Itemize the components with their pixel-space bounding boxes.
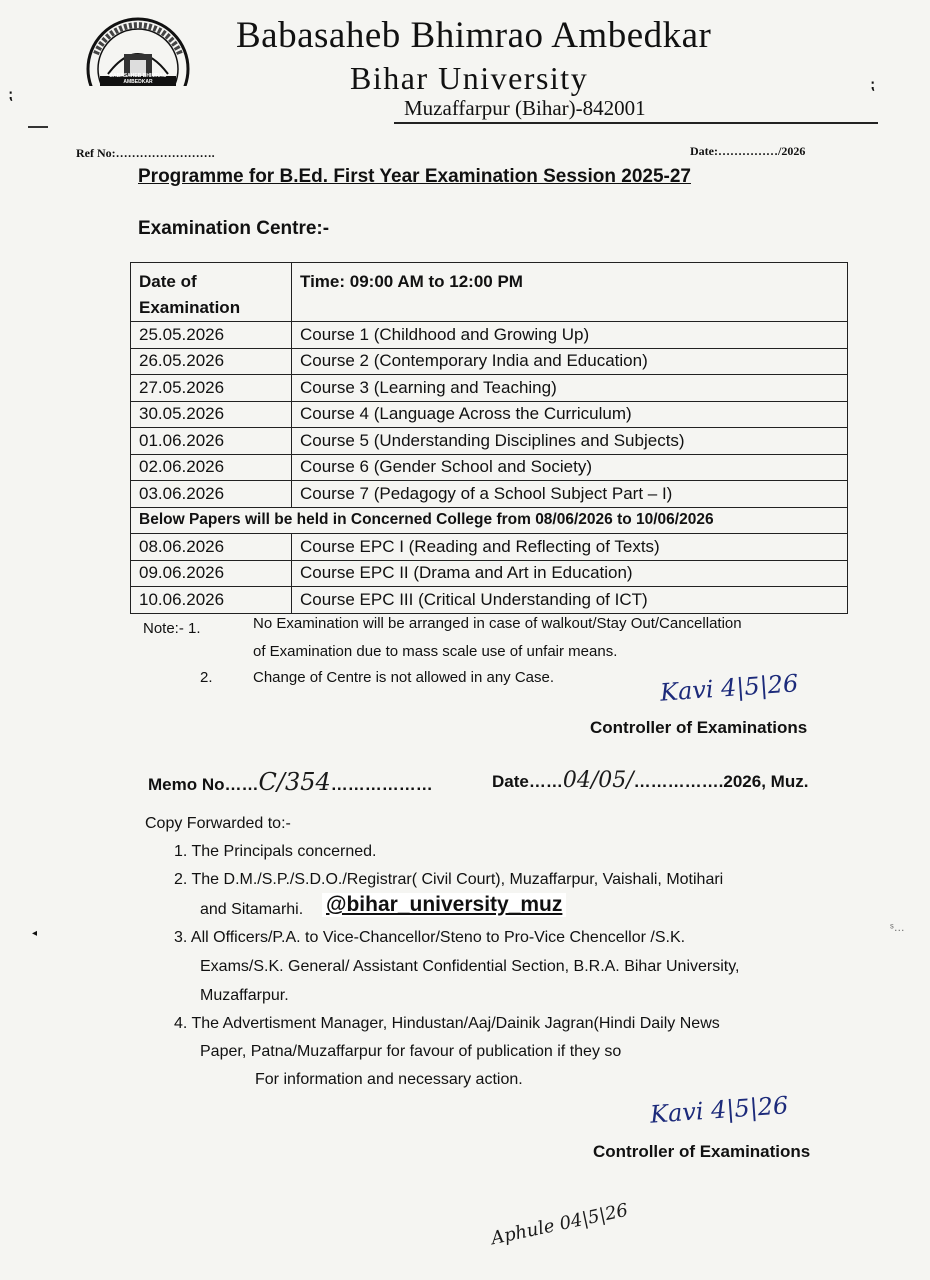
university-name-line2: Bihar University [350,60,589,96]
row-date: 27.05.2026 [131,375,292,402]
copy-item-3-line2: Exams/S.K. General/ Assistant Confidential Section, B.R.A. Bihar University, [200,958,740,975]
row-date: 02.06.2026 [131,454,292,481]
memo-date-suffix: …………….2026, Muz. [633,772,809,791]
university-address: Muzaffarpur (Bihar)-842001 [404,96,646,120]
signature-2: Kavi 4|5|26 [649,1091,790,1129]
copy-item-3-line3: Muzaffarpur. [200,987,289,1004]
row-date: 25.05.2026 [131,322,292,349]
copy-item-1: 1. The Principals concerned. [174,843,377,860]
edge-mark [28,126,48,128]
note-2-number: 2. [200,669,213,686]
document-title: Programme for B.Ed. First Year Examination Session 2025-27 [138,166,691,187]
row-course: Course 4 (Language Across the Curriculum) [292,401,848,428]
row-date: 03.06.2026 [131,481,292,508]
note-label: Note:- 1. [143,620,201,637]
header-rule [394,122,878,124]
controller-title-1: Controller of Examinations [590,718,808,737]
memo-date-line [492,768,808,793]
exam-centre-label: Examination Centre:- [138,218,330,239]
memo-number-line [148,768,433,796]
copy-item-4-line2: Paper, Patna/Muzaffarpur for favour of publication if they so [200,1043,622,1060]
copy-forwarded-heading: Copy Forwarded to:- [145,815,291,832]
memo-label: Memo No [148,775,225,794]
row-course: Course EPC III (Critical Understanding of ICT) [292,587,848,614]
memo-number: C/354 [258,768,331,796]
copy-item-2-line2: and Sitamarhi. [200,901,304,918]
memo-dots-1: …… [224,775,259,794]
header-time: Time: 09:00 AM to 12:00 PM [292,263,848,322]
table-row [131,322,848,349]
bottom-initials: Aphule 04|5|26 [489,1199,630,1250]
memo-dots-2: ……………… [330,775,433,794]
controller-title-2: Controller of Examinations [593,1142,811,1161]
table-row [131,587,848,614]
issue-date: Date:……………/2026 [690,144,806,158]
row-date: 30.05.2026 [131,401,292,428]
row-course: Course EPC II (Drama and Art in Education) [292,560,848,587]
logo-band-text: BABASAHEB BHIMRAO AMBEDKAR [109,73,167,85]
note-2-text: Change of Centre is not allowed in any Case. [253,669,555,686]
edge-mark-left: ◂ [32,928,38,939]
copy-item-3-line1: 3. All Officers/P.A. to Vice-Chancellor/Steno to Pro-Vice Chencellor /S.K. [174,929,686,946]
college-papers-note: Below Papers will be held in Concerned College from 08/06/2026 to 10/06/2026 [131,507,848,534]
row-course: Course 6 (Gender School and Society) [292,454,848,481]
table-row [131,534,848,561]
table-header-row [131,263,848,322]
copy-item-4-line1: 4. The Advertisment Manager, Hindustan/Aaj/Dainik Jagran(Hindi Daily News [174,1015,720,1032]
edge-dots-left: ⁏ [8,86,13,102]
signature-1: Kavi 4|5|26 [659,669,800,707]
note-1-line2: of Examination due to mass scale use of unfair means. [253,643,618,660]
note-1-line1: No Examination will be arranged in case of walkout/Stay Out/Cancellation [253,615,742,632]
row-course: Course EPC I (Reading and Reflecting of Texts) [292,534,848,561]
row-course: Course 2 (Contemporary India and Education) [292,348,848,375]
row-date: 08.06.2026 [131,534,292,561]
exam-schedule-table [130,262,848,614]
edge-mark-right: ˢ… [890,922,905,934]
table-merged-row [131,507,848,534]
table-row [131,481,848,508]
university-name-line1: Babasaheb Bhimrao Ambedkar [236,15,712,56]
row-course: Course 3 (Learning and Teaching) [292,375,848,402]
row-date: 09.06.2026 [131,560,292,587]
row-course: Course 1 (Childhood and Growing Up) [292,322,848,349]
table-row [131,428,848,455]
header-date: Date of Examination [131,263,292,322]
memo-date-value: 04/05/ [562,768,634,793]
university-seal-logo [86,14,190,86]
copy-item-2-line1: 2. The D.M./S.P./S.D.O./Registrar( Civil Court), Muzaffarpur, Vaishali, Motihari [174,871,724,888]
row-course: Course 5 (Understanding Disciplines and Subjects) [292,428,848,455]
instagram-handle-watermark: @bihar_university_muz [322,893,566,917]
edge-dots-right: ⁏ [870,76,875,92]
table-row [131,454,848,481]
memo-dots-3: …… [528,772,563,791]
table-row [131,560,848,587]
table-row [131,375,848,402]
table-row [131,348,848,375]
ref-number: Ref No:……………………. [76,146,215,160]
memo-date-label: Date [492,772,529,791]
row-course: Course 7 (Pedagogy of a School Subject Part – I) [292,481,848,508]
row-date: 26.05.2026 [131,348,292,375]
row-date: 10.06.2026 [131,587,292,614]
table-row [131,401,848,428]
row-date: 01.06.2026 [131,428,292,455]
copy-item-4-line3: For information and necessary action. [255,1071,523,1088]
